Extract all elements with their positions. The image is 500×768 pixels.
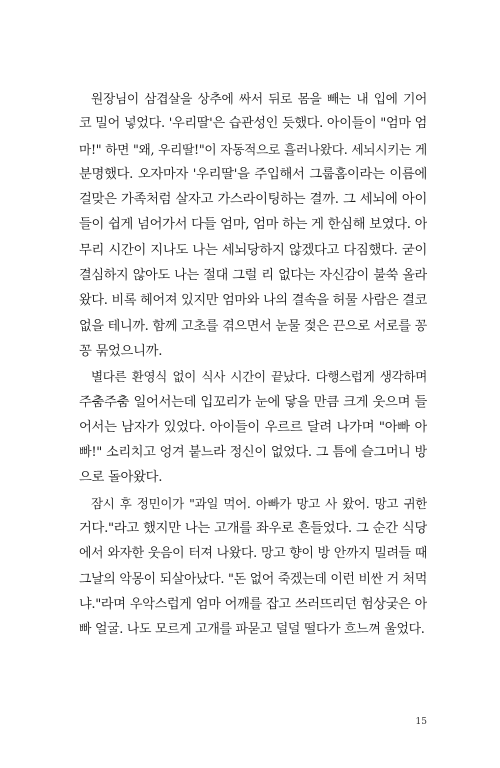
paragraph-1 — [79, 86, 427, 364]
text-line: 들이 쉽게 넘어가서 다들 엄마, 엄마 하는 게 한심해 보였다. 아 — [79, 217, 427, 233]
text-line: 에서 와자한 웃음이 터져 나왔다. 망고 향이 방 안까지 밀려들 때 — [79, 546, 427, 562]
text-line: 없을 테니까. 함께 고초를 겪으면서 눈물 젖은 끈으로 서로를 꽁 — [79, 318, 427, 334]
text-line: 빠 얼굴. 나도 모르게 고개를 파묻고 덜덜 떨다가 흐느껴 울었다. — [79, 622, 425, 638]
paragraph-3 — [79, 491, 427, 643]
text-line: 왔다. 비록 헤어져 있지만 엄마와 나의 결속을 허물 사람은 결코 — [79, 293, 427, 309]
text-line: 냐."라며 우악스럽게 엄마 어깨를 잡고 쓰러뜨리던 험상궂은 아 — [79, 596, 427, 612]
page-number: 15 — [415, 717, 427, 727]
text-line: 별다른 환영식 없이 식사 시간이 끝났다. 다행스럽게 생각하며 — [91, 369, 427, 385]
text-line: 분명했다. 오자마자 '우리딸'을 주입해서 그룹홈이라는 이름에 — [79, 166, 427, 182]
text-line: 주춤주춤 일어서는데 입꼬리가 눈에 닿을 만큼 크게 웃으며 들 — [79, 394, 427, 410]
text-line: 거다."라고 했지만 나는 고개를 좌우로 흔들었다. 그 순간 식당 — [79, 521, 427, 537]
text-line: 원장님이 삼겹살을 상추에 싸서 뒤로 몸을 빼는 내 입에 기어 — [91, 91, 427, 106]
paragraph-2 — [79, 364, 427, 490]
text-line: 어서는 남자가 있었다. 아이들이 우르르 달려 나가며 "아빠 아 — [79, 419, 427, 435]
text-line: 무리 시간이 지나도 나는 세뇌당하지 않겠다고 다짐했다. 굳이 — [79, 242, 427, 258]
text-line: 으로 돌아왔다. — [79, 470, 163, 486]
body-text — [79, 86, 427, 643]
text-line: 그날의 악몽이 되살아났다. "돈 없어 죽겠는데 이런 비싼 거 처먹 — [79, 571, 427, 587]
text-line: 잠시 후 정민이가 "과일 먹어. 아빠가 망고 사 왔어. 망고 귀한 — [91, 495, 427, 511]
text-line: 빠!" 소리치고 엉겨 붙느라 정신이 없었다. 그 틈에 슬그머니 방 — [79, 445, 427, 461]
text-line: 걸맞은 가족처럼 살자고 가스라이팅하는 결까. 그 세뇌에 아이 — [79, 192, 427, 208]
text-line: 결심하지 않아도 나는 절대 그럴 리 없다는 자신감이 불쑥 올라 — [79, 268, 427, 284]
text-line: 마!" 하면 "왜, 우리딸!"이 자동적으로 흘러나왔다. 세뇌시키는 게 — [79, 141, 427, 157]
text-line: 코 밀어 넣었다. '우리딸'은 습관성인 듯했다. 아이들이 "엄마 엄 — [79, 116, 427, 132]
text-line: 꽁 묶었으니까. — [79, 343, 163, 359]
